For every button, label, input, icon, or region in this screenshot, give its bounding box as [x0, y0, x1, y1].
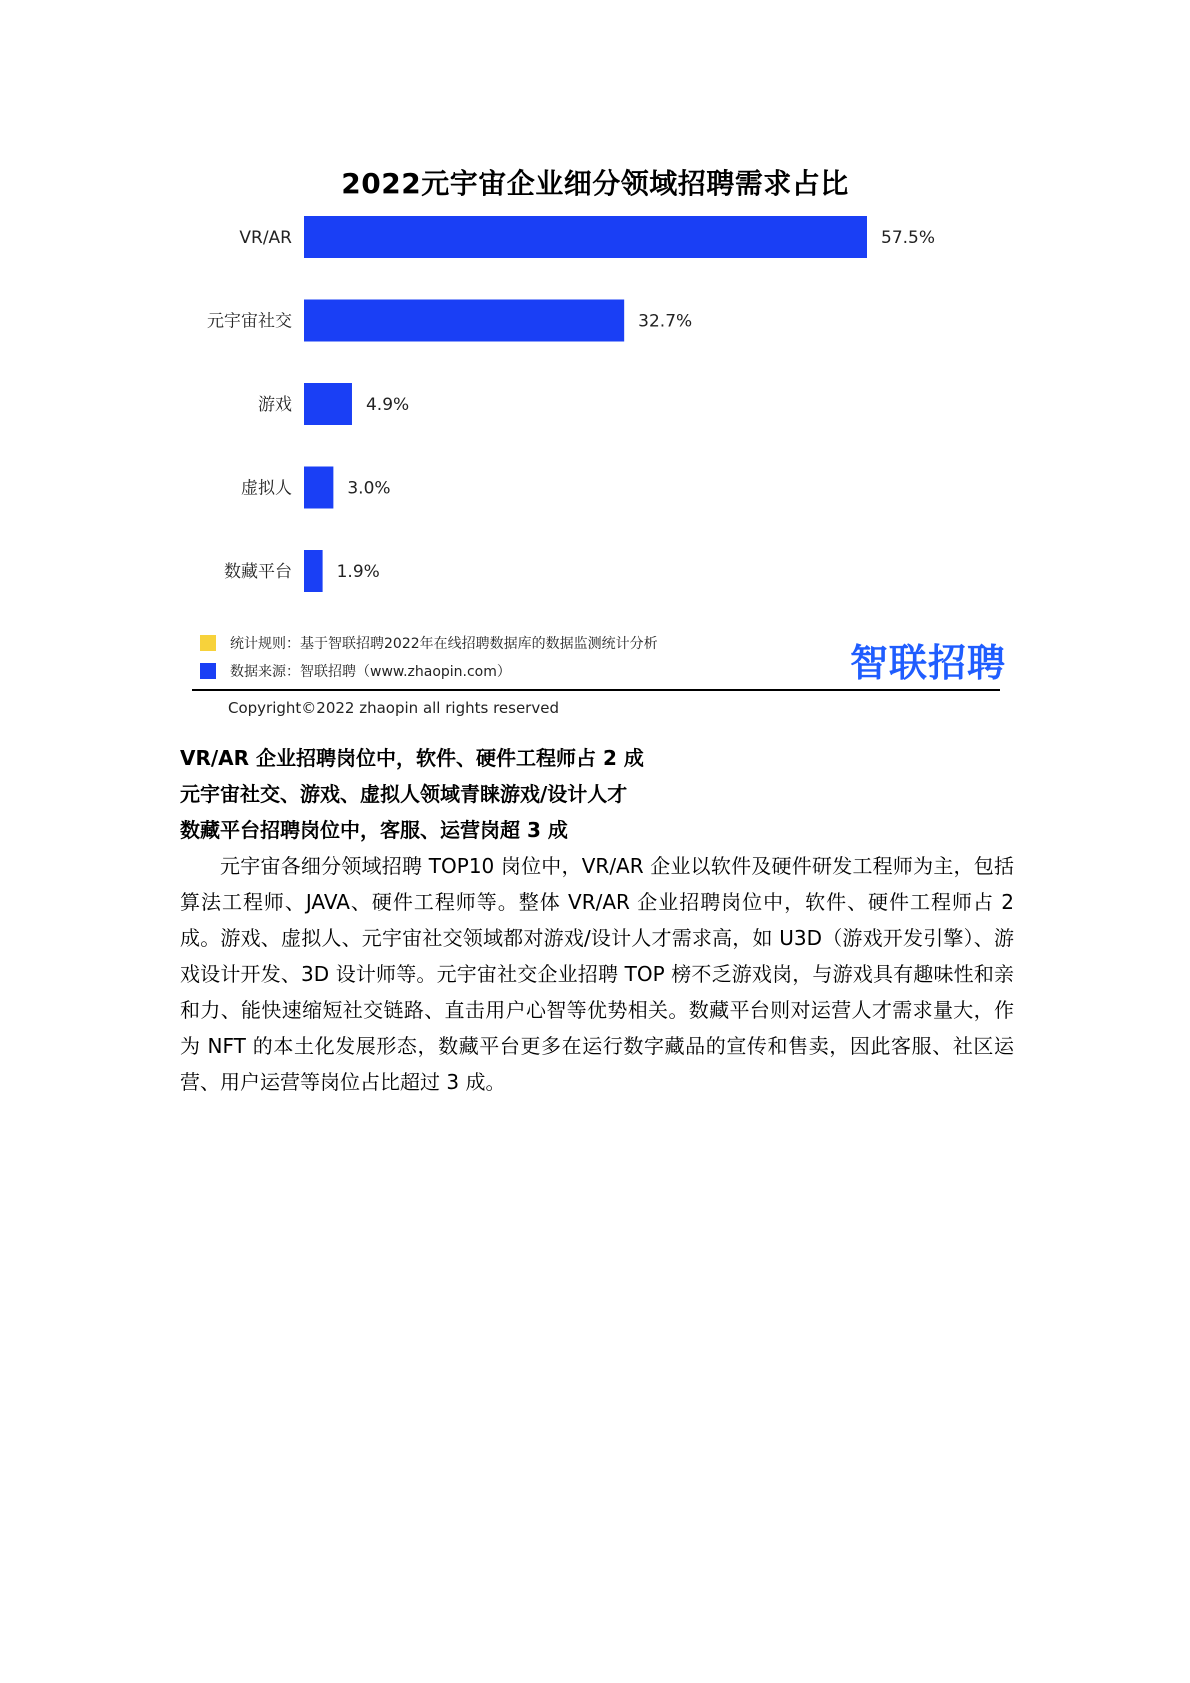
divider [192, 689, 1000, 691]
bar [304, 216, 867, 258]
bar [304, 300, 624, 342]
copyright: Copyright©2022 zhaopin all rights reserved [228, 699, 559, 717]
legend-source-swatch [200, 663, 216, 679]
category-label: 游戏 [258, 395, 292, 415]
zhaopin-logo: 智联招聘 [850, 641, 1007, 685]
heading-3: 数藏平台招聘岗位中，客服、运营岗超 3 成 [180, 818, 568, 842]
value-label: 57.5% [881, 228, 936, 248]
category-label: 虚拟人 [241, 478, 292, 499]
heading-2: 元宇宙社交、游戏、虚拟人领域青睐游戏/设计人才 [180, 782, 628, 806]
value-label: 3.0% [347, 478, 391, 499]
value-label: 1.9% [336, 562, 380, 582]
value-label: 4.9% [365, 395, 410, 415]
category-label: VR/AR [239, 228, 292, 248]
bar [304, 550, 323, 592]
bar [304, 383, 352, 425]
bar-chart [0, 0, 1190, 620]
bar [304, 467, 333, 509]
category-label: 元宇宙社交 [207, 311, 292, 332]
heading-1: VR/AR 企业招聘岗位中，软件、硬件工程师占 2 成 [180, 746, 644, 770]
legend-rule-swatch [200, 635, 216, 651]
section-headings [180, 740, 644, 848]
value-label: 32.7% [638, 311, 693, 332]
legend-rule-text: 统计规则：基于智联招聘2022年在线招聘数据库的数据监测统计分析 [230, 636, 658, 652]
body-paragraph: 元宇宙各细分领域招聘 TOP10 岗位中，VR/AR 企业以软件及硬件研发工程师为主，包括算法工程师、JAVA、硬件工程师等。整体 VR/AR 企业招聘岗位中，软件、硬件工程师占 2 成。游戏、虚拟人、元宇宙社交领域都对游戏/设计人才需求高，如 U3D（游戏开发引擎）、游戏设计开发、3D 设计师等。元宇宙社交企业招聘 TOP 榜不乏游戏岗，与游戏具有趣味性和亲和力、能快速缩短社交链路、直击用户心智等优势相关。数藏平台则对运营人才需求量大，作为 NFT 的本土化发展形态，数藏平台更多在运行数字藏品的宣传和售卖，因此客服、社区运营、用户运营等岗位占比超过 3 成。 [180, 854, 1014, 1094]
category-label: 数藏平台 [224, 562, 292, 582]
legend-source [200, 661, 511, 681]
chart-title: 2022元宇宙企业细分领域招聘需求占比 [341, 167, 849, 200]
legend-rule [200, 633, 658, 653]
legend-source-text: 数据来源：智联招聘（www.zhaopin.com） [230, 664, 511, 680]
